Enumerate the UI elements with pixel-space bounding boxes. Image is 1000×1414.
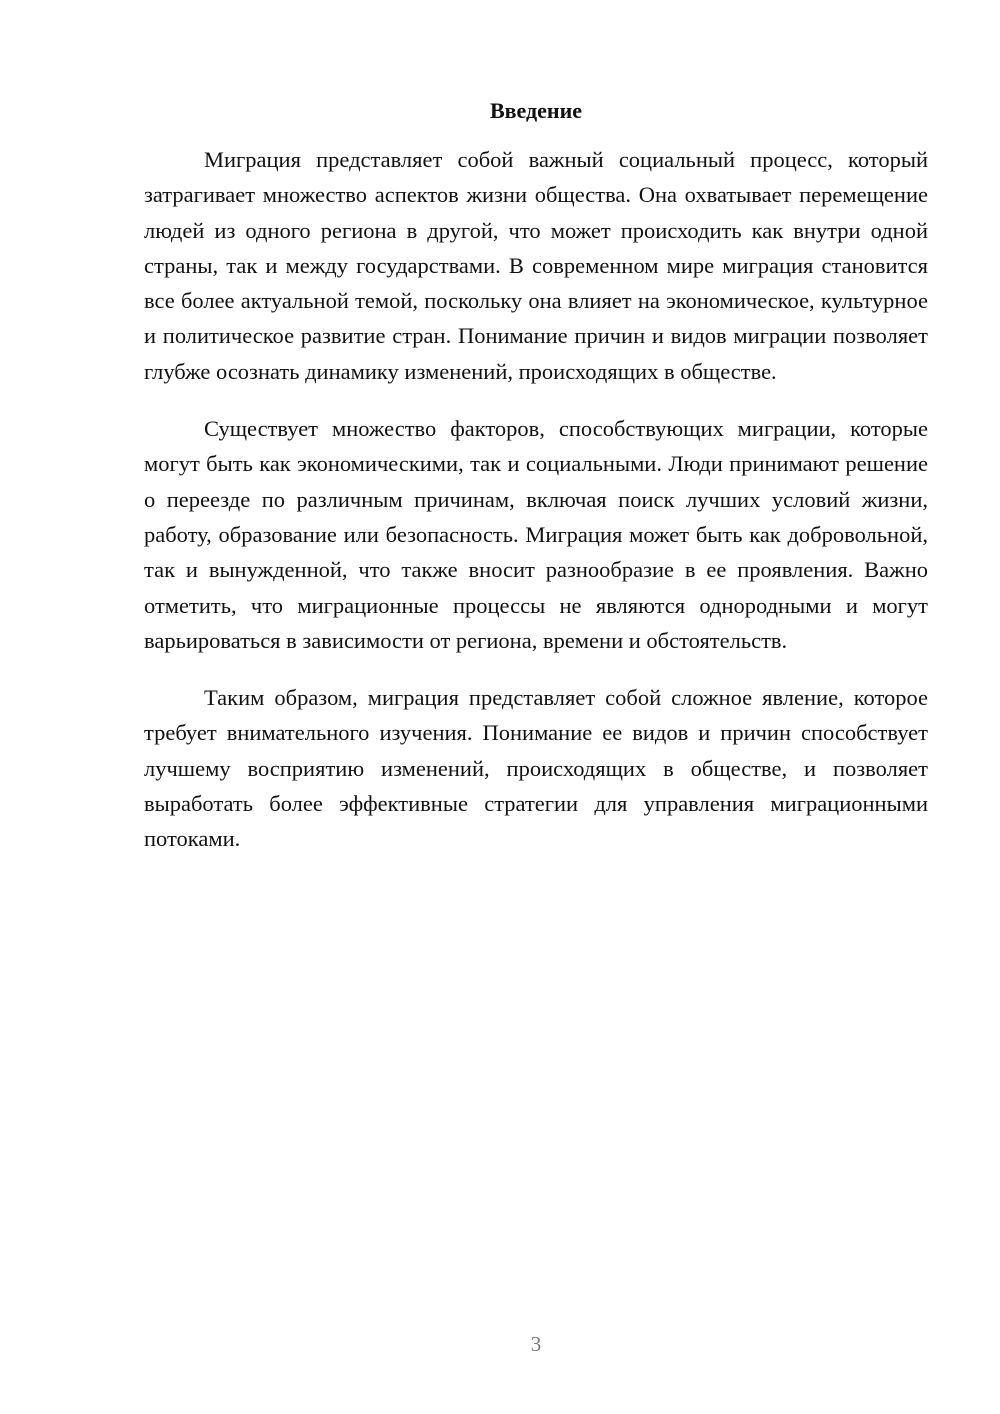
page-number: 3	[530, 1332, 542, 1356]
paragraph-1: Миграция представляет собой важный социальный процесс, который затрагивает множество аспектов жизни общества. Она охватывает перемещение людей из одного региона в другой, что может происходить как внутри одной страны, так и между государствами. В современном мире миграция становится все более актуальной темой, поскольку она влияет на экономическое, культурное и политическое развитие стран. Понимание причин и видов миграции позволяет глубже осознать динамику изменений, происходящих в обществе.	[144, 147, 928, 384]
section-title: Введение	[489, 98, 583, 123]
page-content	[144, 94, 928, 879]
paragraph-3: Таким образом, миграция представляет собой сложное явление, которое требует внимательного изучения. Понимание ее видов и причин способствует лучшему восприятию изменений, происходящих в обществе, и позволяет выработать более эффективные стратегии для управления миграционными потоками.	[144, 685, 928, 852]
paragraph-2: Существует множество факторов, способствующих миграции, которые могут быть как экономическими, так и социальными. Люди принимают решение о переезде по различным причинам, включая поиск лучших условий жизни, работу, образование или безопасность. Миграция может быть как добровольной, так и вынужденной, что также вносит разнообразие в ее проявления. Важно отметить, что миграционные процессы не являются однородными и могут варьироваться в зависимости от региона, времени и обстоятельств.	[144, 416, 928, 653]
